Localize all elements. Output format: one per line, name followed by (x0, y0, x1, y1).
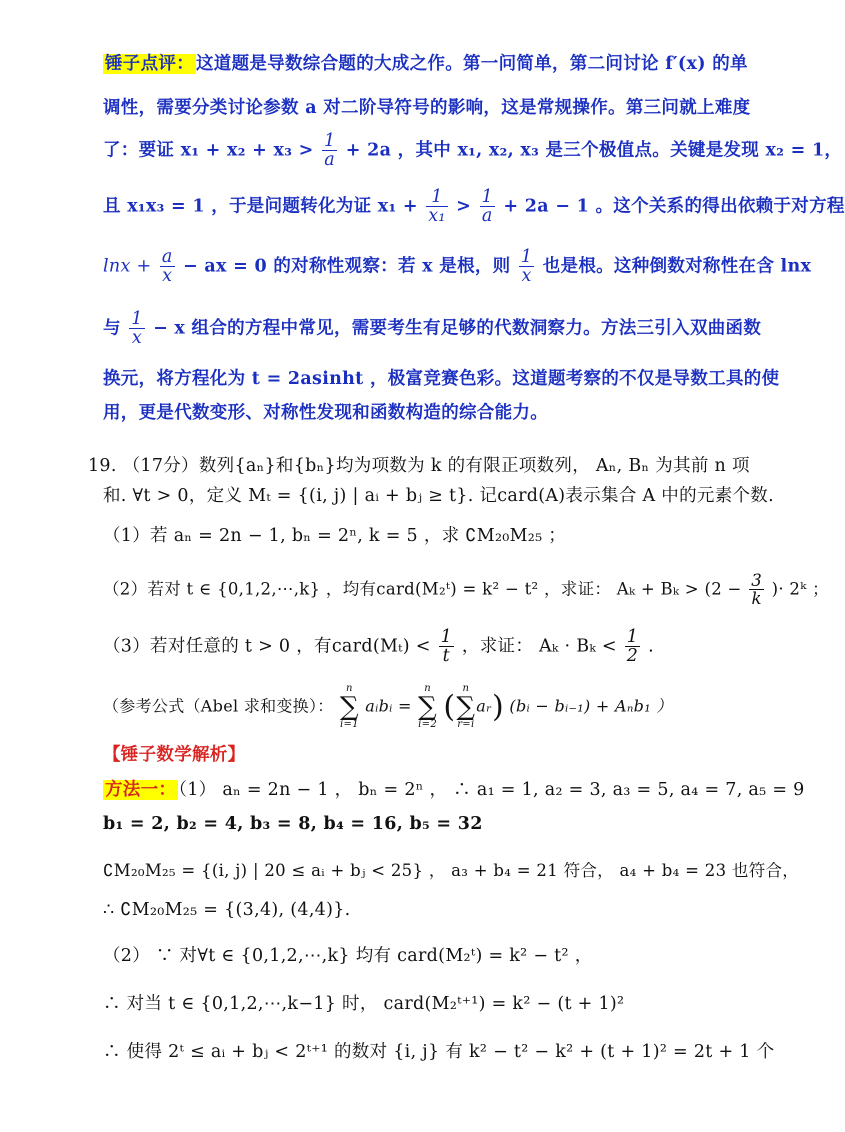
solution-line-4 (103, 900, 351, 920)
problem-text-3: （1）若 aₙ = 2n − 1, bₙ = 2ⁿ, k = 5 ，求 ∁M₂₀M₂₅ ； (103, 526, 567, 546)
problem-text-5c: . (648, 636, 654, 657)
fraction-1-over-t: $\frac{1}{t}$ (440, 627, 453, 667)
comment-line-6 (103, 310, 761, 348)
fraction-a-over-x: $\frac{a}{x}$ (161, 247, 173, 287)
fraction-1-over-a: $\frac{1}{a}$ (323, 131, 336, 171)
comment-text-8: 用，更是代数变形、对称性发现和函数构造的综合能力。 (103, 403, 548, 423)
fraction-1-over-2: $\frac{1}{2}$ (626, 627, 639, 667)
fraction-3-over-k: $\frac{3}{k}$ (751, 571, 763, 609)
problem-line-1 (88, 452, 750, 477)
fraction-1-over-a-2: $\frac{1}{a}$ (481, 187, 493, 227)
comment-text-6b: − x 组合的方程中常见，需要考生有足够的代数洞察力。方法三引入双曲函数 (153, 318, 762, 339)
summation-3: n ∑ r=i (456, 683, 476, 730)
fraction-1-over-x1: $\frac{1}{\text{x₁}}$ (428, 187, 446, 227)
comment-text-4a: 且 x₁x₃ = 1 ，于是问题转化为证 x₁ + (103, 196, 418, 217)
fraction-1-over-x-2: $\frac{1}{x}$ (131, 309, 143, 349)
comment-text-3a: 了：要证 x₁ + x₂ + x₃ > (103, 140, 314, 161)
problem-text-2: 和. ∀t > 0，定义 Mₜ = {(i, j) | aᵢ + bⱼ ≥ t}. 记card(A)表示集合 A 中的元素个数. (103, 486, 774, 506)
comment-text-1: 这道题是导数综合题的大成之作。第一问简单，第二问讨论 f′(x) 的单 (196, 54, 748, 74)
problem-text-6d: (bᵢ − bᵢ₋₁) + Aₙb₁ ） (509, 696, 673, 716)
comment-line-2 (103, 94, 750, 119)
problem-text-5a: （3）若对任意的 t > 0 ，有card(Mₜ) < (103, 636, 431, 657)
problem-text-6a: （参考公式（Abel 求和变换）： (103, 696, 334, 716)
problem-text-4b: )· 2ᵏ ； (771, 579, 829, 599)
comment-text-5a: lnx + (103, 256, 152, 277)
solution-line-6 (103, 990, 624, 1015)
problem-line-2 (103, 482, 774, 507)
solution-heading-text: 【锤子数学解析】 (103, 745, 246, 765)
solution-heading (103, 741, 245, 766)
comment-text-4c: + 2a − 1 。这个关系的得出依赖于对方程 (503, 196, 845, 217)
problem-text-5b: ，求证： Aₖ · Bₖ < (461, 636, 617, 657)
problem-text-6b: aᵢbᵢ = (365, 696, 412, 716)
solution-text-1: （1） aₙ = 2n − 1 ， bₙ = 2ⁿ ， ∴ a₁ = 1, a₂ = 3, a₃ = 5, a₄ = 7, a₅ = 9 (178, 780, 805, 800)
solution-text-7: ∴ 使得 2ᵗ ≤ aᵢ + bⱼ < 2ᵗ⁺¹ 的数对 {i, j} 有 k² − t² − k² + (t + 1)² = 2t + 1 个 (103, 1042, 775, 1062)
solution-line-2 (103, 814, 483, 834)
solution-text-5: （2） ∵ 对∀t ∈ {0,1,2,⋯,k} 均有 card(M₂ᵗ) = k² − t² ， (103, 946, 593, 966)
comment-text-2: 调性，需要分类讨论参数 a 对二阶导符号的影响，这是常规操作。第三问就上难度 (103, 98, 751, 118)
comment-label: 锤子点评： (105, 54, 194, 74)
comment-line-5 (103, 248, 811, 286)
problem-line-5 (103, 628, 654, 666)
solution-line-7 (103, 1038, 774, 1063)
comment-text-5b: − ax = 0 的对称性观察：若 x 是根，则 (183, 256, 511, 277)
solution-text-6: ∴ 对当 t ∈ {0,1,2,⋯,k−1} 时， card(M₂ᵗ⁺¹) = k² − (t + 1)² (103, 994, 625, 1014)
comment-line-1 (103, 50, 748, 75)
problem-text-4a: （2）若对 t ∈ {0,1,2,⋯,k} ，均有card(M₂ᵗ) = k² − t² ，求证： Aₖ + Bₖ > (2 − (103, 579, 742, 599)
comment-text-4b: > (456, 196, 472, 217)
comment-line-7 (103, 365, 779, 390)
problem-text-6c: aᵣ (476, 696, 492, 716)
method-label: 方法一： (105, 780, 177, 800)
solution-line-5 (103, 942, 593, 967)
comment-line-8 (103, 399, 548, 424)
comment-text-7: 换元，将方程化为 t = 2asinht ，极富竞赛色彩。这道题考察的不仅是导数工具的使 (103, 369, 780, 389)
comment-text-6a: 与 (103, 318, 121, 339)
comment-text-5c: 也是根。这种倒数对称性在含 lnx (542, 256, 812, 277)
solution-text-4: ∴ ∁M₂₀M₂₅ = {(3,4), (4,4)}. (103, 900, 351, 920)
summation-1: n ∑ i=1 (339, 683, 359, 730)
comment-line-3 (103, 132, 842, 170)
problem-line-6 (103, 684, 673, 730)
solution-line-3 (103, 857, 799, 881)
right-paren: ) (492, 689, 505, 725)
comment-text-3b: + 2a ，其中 x₁, x₂, x₃ 是三个极值点。关键是发现 x₂ = 1， (345, 140, 843, 161)
comment-line-4 (103, 188, 845, 226)
fraction-1-over-x: $\frac{1}{x}$ (520, 247, 533, 287)
solution-text-3: ∁M₂₀M₂₅ = {(i, j) | 20 ≤ aᵢ + bⱼ < 25} ， a₃ + b₄ = 21 符合， a₄ + b₄ = 23 也符合， (103, 861, 800, 880)
problem-text-1: 19. （17分）数列{aₙ}和{bₙ}均为项数为 k 的有限正项数列， Aₙ, Bₙ 为其前 n 项 (88, 456, 750, 476)
problem-line-4 (103, 572, 829, 608)
solution-line-1 (103, 776, 805, 801)
solution-text-2: b₁ = 2, b₂ = 4, b₃ = 8, b₄ = 16, b₅ = 32 (103, 814, 483, 834)
left-paren: ( (443, 689, 456, 725)
problem-line-3 (103, 522, 566, 547)
summation-2: n ∑ i=2 (418, 683, 438, 730)
